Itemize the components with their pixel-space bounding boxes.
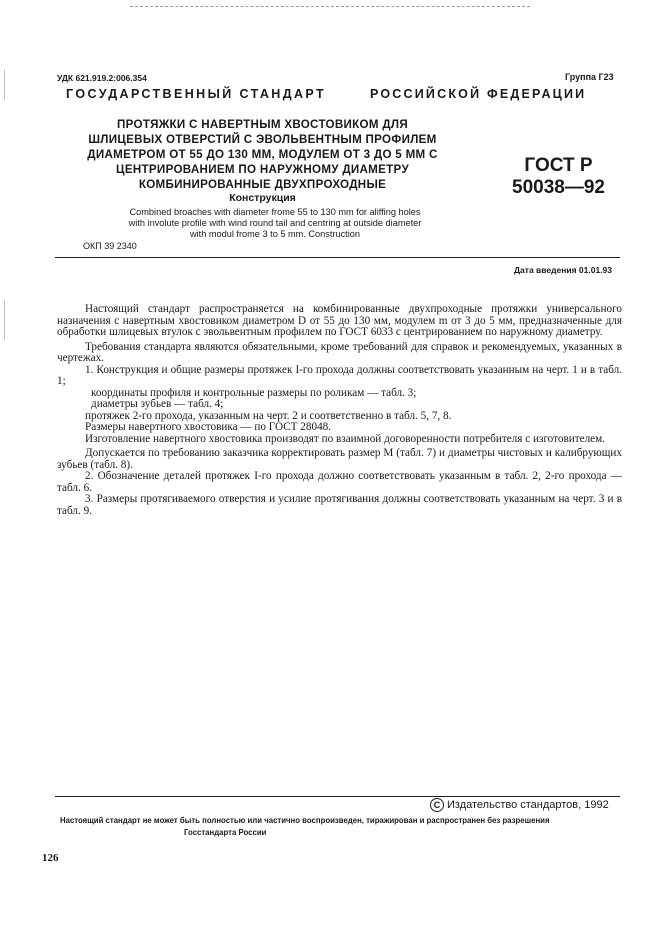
- udk-code: УДК 621.919.2:006.354: [57, 73, 147, 83]
- group-code: Группа Г23: [565, 72, 614, 82]
- body-paragraph: Размеры навертного хвостовика — по ГОСТ 28048.: [85, 421, 332, 433]
- body-paragraph: протяжек 2-го прохода, указанным на черт. 2 и соответственно в табл. 5, 7, 8.: [85, 409, 452, 422]
- state-standard-label: ГОСУДАРСТВЕННЫЙ СТАНДАРТ: [66, 87, 327, 101]
- copyright-text: Издательство стандартов, 1992: [447, 798, 609, 811]
- gost-number: [512, 155, 605, 199]
- english-title-line: with modul frome 3 to 5 mm. Construction: [189, 229, 361, 239]
- document-body: [57, 304, 622, 517]
- gost-code: 50038—92: [512, 177, 605, 198]
- body-paragraph: Допускается по требованию заказчика корректировать размер M (табл. 7) и диаметры чистовых и калибрующих зубьев (табл. 8).: [57, 447, 622, 471]
- body-paragraph: координаты профиля и контрольные размеры по роликам — табл. 3;: [91, 386, 417, 399]
- scan-top-mark: [130, 6, 530, 7]
- footer-divider: [55, 796, 620, 797]
- notice-line: Госстандарта России: [184, 828, 267, 837]
- scan-left-mark: [4, 70, 5, 100]
- body-paragraph: Требования стандарта являются обязательными, кроме требований для справок и рекомендуемых, указанных в чертежах.: [57, 340, 622, 364]
- document-subtitle: Конструкция: [229, 192, 296, 204]
- english-title-line: Combined broaches with diameter frome 55 to 130 mm for aliffing holes: [129, 207, 421, 217]
- body-paragraph: Настоящий стандарт распространяется на комбинированные двухпроходные протяжки универсального назначения с навертным хвостовиком диаметром D от 55 до 130 мм, модулем m от 3 до 5 мм, предназначенные для обработки шлицевых втулок с эвольвентным профилем по ГОСТ 6033 с центрированием по наружному диаметру.: [57, 303, 622, 338]
- body-paragraph: диаметры зубьев — табл. 4;: [91, 398, 224, 410]
- page-number: 126: [42, 852, 59, 864]
- title-line: ШЛИЦЕВЫХ ОТВЕРСТИЙ С ЭВОЛЬВЕНТНЫМ ПРОФИЛЕМ: [88, 133, 437, 146]
- copyright-icon: C: [430, 798, 444, 812]
- english-title: [70, 207, 480, 240]
- russian-federation-label: РОССИЙСКОЙ ФЕДЕРАЦИИ: [370, 87, 587, 101]
- title-line: ПРОТЯЖКИ С НАВЕРТНЫМ ХВОСТОВИКОМ ДЛЯ: [117, 118, 408, 131]
- notice-line: Настоящий стандарт не может быть полностью или частично воспроизведен, тиражирован и распространен без разрешения: [60, 816, 550, 825]
- english-title-line: with involute profile with wind round tail and centring at outside diameter: [128, 218, 422, 228]
- body-paragraph: Изготовление навертного хвостовика производят по взаимной договоренности потребителя с изготовителем.: [85, 432, 606, 445]
- okp-code: ОКП 39 2340: [83, 241, 137, 251]
- title-line: КОМБИНИРОВАННЫЕ ДВУХПРОХОДНЫЕ: [138, 178, 387, 191]
- scan-left-mark: [4, 300, 5, 340]
- body-paragraph: 3. Размеры протягиваемого отверстия и усилие протягивания должны соответствовать указанным на черт. 3 и в табл. 9.: [57, 493, 622, 517]
- copyright: [430, 798, 609, 812]
- introduction-date: Дата введения 01.01.93: [514, 265, 612, 275]
- header-divider: [55, 257, 620, 258]
- reproduction-notice: [60, 815, 620, 839]
- title-line: ДИАМЕТРОМ ОТ 55 ДО 130 ММ, МОДУЛЕМ ОТ 3 ДО 5 ММ С: [87, 148, 438, 161]
- body-paragraph: 1. Конструкция и общие размеры протяжек I-го прохода должны соответствовать указанным на черт. 1 и в табл. 1;: [57, 363, 622, 387]
- document-title: [55, 117, 470, 192]
- gost-label: ГОСТ Р: [524, 155, 593, 176]
- body-paragraph: 2. Обозначение деталей протяжек I-го прохода должно соответствовать указанным в табл. 2, 2-го прохода — табл. 6.: [57, 470, 622, 494]
- title-line: ЦЕНТРИРОВАНИЕМ ПО НАРУЖНОМУ ДИАМЕТРУ: [116, 163, 409, 176]
